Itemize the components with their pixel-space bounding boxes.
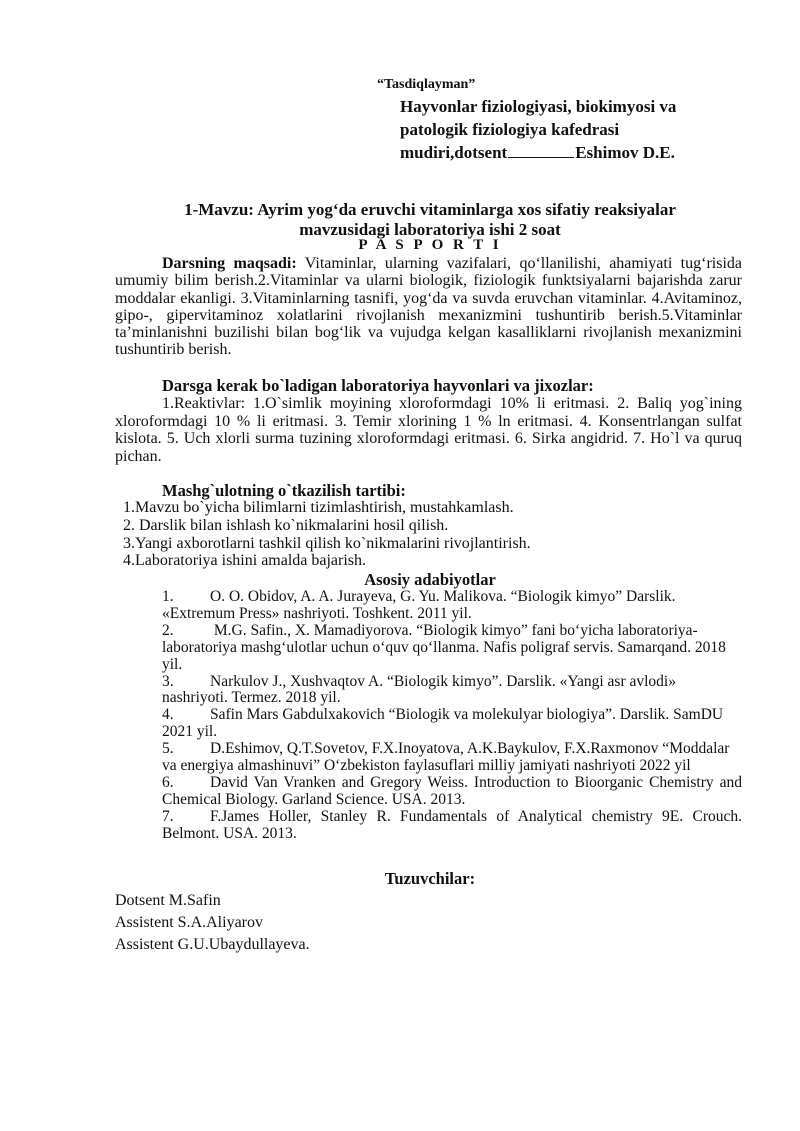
author-entry: Assistent S.A.Aliyarov <box>115 914 263 931</box>
literature-heading: Asosiy adabiyotlar <box>364 570 496 589</box>
lesson-goal-text: Vitaminlar, ularning vazifalari, qo‘llanilishi, ahamiyati tug‘risida umumiy bilim berish.2.Vitaminlar va ularni biologik, fiziologik funktsiyalarni bajarishda zarur moddalar ekanligi. 3.Vitaminlarning tasnifi, yog‘da va suvda eruvchan vitaminlar. 4.Avitaminoz, gipo-, gipervitaminoz xolatlarini rivojlanish mexanizmini tushuntirib berish.5.Vitaminlar ta’minlanishni buzilishi bilan bog‘lik va vujudga kelgan kasalliklarni rivojlanish mexanizmini tushuntirib berish. <box>115 255 743 359</box>
literature-item <box>162 741 742 775</box>
literature-list <box>162 589 742 843</box>
literature-item-text: F.James Holler, Stanley R. Fundamentals of Analytical chemistry 9E. Crouch. Belmont. USA. 2013. <box>162 807 742 842</box>
signature-line <box>508 143 574 158</box>
literature-item-number: 4. <box>162 706 174 724</box>
equipment-paragraph <box>115 395 742 465</box>
procedure-heading: Mashg`ulotning o`tkazilish tartibi: <box>162 481 406 500</box>
department-line-1: Hayvonlar fiziologiyasi, biokimyosi va <box>400 97 677 116</box>
department-line-2: patologik fiziologiya kafedrasi <box>400 120 620 139</box>
topic-title-line-2: mavzusidagi laboratoriya ishi 2 soat <box>299 220 561 239</box>
literature-item-number: 5. <box>162 740 174 758</box>
literature-item <box>162 775 742 809</box>
topic-title <box>90 200 770 240</box>
author-entry: Assistent G.U.Ubaydullayeva. <box>115 936 310 953</box>
procedure-item: 2. Darslik bilan ishlash ko`nikmalarini hosil qilish. <box>123 516 449 534</box>
procedure-item: 4.Laboratoriya ishini amalda bajarish. <box>123 552 367 570</box>
lesson-goal-label: Darsning maqsadi: <box>162 255 297 272</box>
literature-item-text: O. O. Obidov, A. A. Jurayeva, G. Yu. Malikova. “Biologik kimyo” Darslik. «Extremum Press» nashriyoti. Toshkent. 2011 yil. <box>162 588 676 622</box>
literature-item-number: 2. <box>162 621 174 639</box>
topic-title-line-1: 1-Mavzu: Ayrim yog‘da eruvchi vitaminlarga xos sifatiy reaksiyalar <box>184 200 676 219</box>
literature-item <box>162 623 742 674</box>
literature-item <box>162 674 742 708</box>
literature-item-number: 3. <box>162 672 174 690</box>
literature-item-text: David Van Vranken and Gregory Weiss. Introduction to Bioorganic Chemistry and Chemical Biology. Garland Science. USA. 2013. <box>162 773 742 808</box>
literature-item-text: Narkulov J., Xushvaqtov A. “Biologik kimyo”. Darslik. «Yangi asr avlodi» nashriyoti. Termez. 2018 yil. <box>162 672 676 707</box>
equipment-heading: Darsga kerak bo`ladigan laboratoriya hayvonlari va jixozlar: <box>162 376 594 395</box>
department-line-3 <box>400 141 760 164</box>
passport-heading: P A S P O R T I <box>358 237 502 253</box>
literature-item-number: 1. <box>162 588 174 605</box>
procedure-list <box>123 499 531 570</box>
literature-item-text: Safin Mars Gabdulxakovich “Biologik va molekulyar biologiya”. Darslik. SamDU 2021 yil. <box>162 706 724 741</box>
lesson-goal-paragraph <box>115 255 742 359</box>
procedure-item: 3.Yangi axborotlarni tashkil qilish ko`nikmalarini rivojlantirish. <box>123 534 531 552</box>
approval-label: “Tasdiqlayman” <box>377 77 476 92</box>
authors-heading: Tuzuvchilar: <box>384 869 476 888</box>
procedure-item: 1.Mavzu bo`yicha bilimlarni tizimlashtirish, mustahkamlash. <box>123 499 514 516</box>
department-head-name: Eshimov D.E. <box>575 143 675 162</box>
literature-item-text: M.G. Safin., X. Mamadiyorova. “Biologik kimyo” fani bo‘yicha laboratoriya-laboratoriya mashg‘ulotlar uchun o‘quv qo‘llanma. Nafis poligraf servis. Samarqand. 2018 yil. <box>162 621 726 673</box>
literature-item <box>162 809 742 843</box>
equipment-text: 1.Reaktivlar: 1.O`simlik moyining xloroformdagi 10% li eritmasi. 2. Baliq yog`ining xloroformdagi 10 % li eritmasi. 3. Temir xlorining 1 % ln eritmasi. 4. Konsentrlangan sulfat kislota. 5. Uch xlorli surma tuzining xloroformdagi eritmasi. 6. Sirka angidrid. 7. Ho`l va quruq pichan. <box>115 395 742 465</box>
authors-list <box>115 890 310 956</box>
literature-item-number: 6. <box>162 773 174 791</box>
literature-item <box>162 589 742 623</box>
literature-item <box>162 707 742 741</box>
author-entry: Dotsent M.Safin <box>115 892 221 909</box>
literature-item-number: 7. <box>162 807 174 825</box>
department-head-block <box>400 95 760 164</box>
department-head-title: mudiri,dotsent <box>400 143 508 162</box>
literature-item-text: D.Eshimov, Q.T.Sovetov, F.X.Inoyatova, A.K.Baykulov, F.X.Raxmonov “Moddalar va energiya almashinuvi” O‘zbekiston faylasuflari milliy jamiyati nashriyoti 2022 yil <box>162 740 730 775</box>
